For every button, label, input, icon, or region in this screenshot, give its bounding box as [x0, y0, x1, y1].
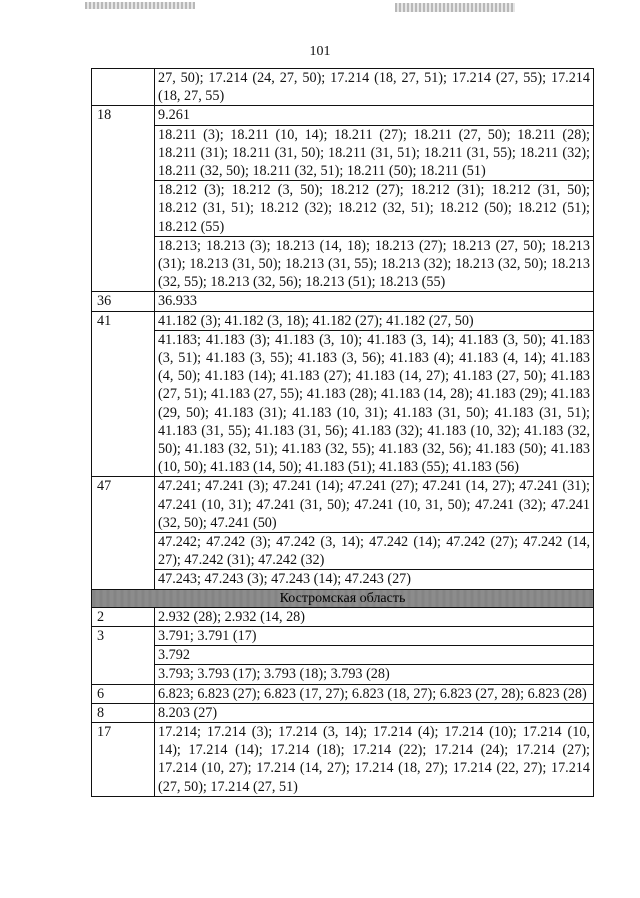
classification-table: [91, 68, 594, 797]
table-row: [92, 236, 594, 292]
table-row: [92, 106, 594, 125]
table-row: [92, 665, 594, 684]
activity-codes-cell: 3.791; 3.791 (17): [155, 626, 594, 645]
table-row: [92, 646, 594, 665]
activity-codes-cell: 3.793; 3.793 (17); 3.793 (18); 3.793 (28): [155, 665, 594, 684]
class-code-cell: [92, 69, 155, 106]
activity-codes-cell: 2.932 (28); 2.932 (14, 28): [155, 607, 594, 626]
table-row: [92, 125, 594, 181]
activity-codes-cell: 17.214; 17.214 (3); 17.214 (3, 14); 17.214 (4); 17.214 (10); 17.214 (10, 14); 17.214 (14); 17.214 (18); 17.214 (22); 17.214 (24); 17.214 (27); 17.214 (10, 27); 17.214 (14, 27); 17.214 (18, 27); 17.214 (22, 27); 17.214 (27, 50); 17.214 (27, 51): [155, 722, 594, 796]
activity-codes-cell: 3.792: [155, 646, 594, 665]
scan-artifact: [85, 2, 195, 9]
class-code-cell: 36: [92, 292, 155, 311]
table-row: [92, 570, 594, 589]
table-row: [92, 292, 594, 311]
activity-codes-cell: 47.241; 47.241 (3); 47.241 (14); 47.241 (27); 47.241 (14, 27); 47.241 (31); 47.241 (10, 31); 47.241 (31, 50); 47.241 (10, 31, 50); 47.241 (32); 47.241 (32, 50); 47.241 (50): [155, 477, 594, 533]
activity-codes-cell: 18.211 (3); 18.211 (10, 14); 18.211 (27); 18.211 (27, 50); 18.211 (28); 18.211 (31); 18.211 (31, 50); 18.211 (31, 51); 18.211 (31, 55); 18.211 (32); 18.211 (32, 50); 18.211 (32, 51); 18.211 (50); 18.211 (51): [155, 125, 594, 181]
table-row: [92, 722, 594, 796]
activity-codes-cell: 9.261: [155, 106, 594, 125]
activity-codes-cell: 36.933: [155, 292, 594, 311]
activity-codes-cell: 47.243; 47.243 (3); 47.243 (14); 47.243 (27): [155, 570, 594, 589]
activity-codes-cell: 18.212 (3); 18.212 (3, 50); 18.212 (27); 18.212 (31); 18.212 (31, 50); 18.212 (31, 51); 18.212 (32); 18.212 (32, 51); 18.212 (50); 18.212 (51); 18.212 (55): [155, 181, 594, 237]
region-header-row: [92, 589, 594, 607]
table-row: [92, 607, 594, 626]
class-code-cell: 17: [92, 722, 155, 796]
table-row: [92, 311, 594, 330]
activity-codes-cell: 18.213; 18.213 (3); 18.213 (14, 18); 18.213 (27); 18.213 (27, 50); 18.213 (31); 18.213 (31, 50); 18.213 (31, 55); 18.213 (32); 18.213 (32, 50); 18.213 (32, 55); 18.213 (32, 56); 18.213 (51); 18.213 (55): [155, 236, 594, 292]
activity-codes-cell: 27, 50); 17.214 (24, 27, 50); 17.214 (18, 27, 51); 17.214 (27, 55); 17.214 (18, 27, 55): [155, 69, 594, 106]
table-row: [92, 684, 594, 703]
class-code-cell: 8: [92, 703, 155, 722]
activity-codes-cell: 47.242; 47.242 (3); 47.242 (3, 14); 47.242 (14); 47.242 (27); 47.242 (14, 27); 47.242 (31); 47.242 (32): [155, 533, 594, 570]
class-code-cell: 18: [92, 106, 155, 292]
table-row: [92, 330, 594, 477]
table-row: [92, 533, 594, 570]
table-row: [92, 69, 594, 106]
class-code-cell: 47: [92, 477, 155, 589]
activity-codes-cell: 41.183; 41.183 (3); 41.183 (3, 10); 41.183 (3, 14); 41.183 (3, 50); 41.183 (3, 51); 41.183 (3, 55); 41.183 (3, 56); 41.183 (4); 41.183 (4, 14); 41.183 (4, 50); 41.183 (14); 41.183 (27); 41.183 (14, 27); 41.183 (27, 50); 41.183 (27, 51); 41.183 (27, 55); 41.183 (28); 41.183 (14, 28); 41.183 (29); 41.183 (29, 50); 41.183 (31); 41.183 (10, 31); 41.183 (31, 50); 41.183 (31, 51); 41.183 (31, 55); 41.183 (31, 56); 41.183 (32); 41.183 (10, 32); 41.183 (32, 50); 41.183 (32, 51); 41.183 (32, 55); 41.183 (32, 56); 41.183 (50); 41.183 (10, 50); 41.183 (14, 50); 41.183 (51); 41.183 (55); 41.183 (56): [155, 330, 594, 477]
activity-codes-cell: 41.182 (3); 41.182 (3, 18); 41.182 (27); 41.182 (27, 50): [155, 311, 594, 330]
class-code-cell: 2: [92, 607, 155, 626]
table-row: [92, 181, 594, 237]
scan-artifact: [395, 3, 515, 12]
class-code-cell: 6: [92, 684, 155, 703]
table-row: [92, 626, 594, 645]
page-number: 101: [309, 44, 331, 59]
table-row: [92, 703, 594, 722]
activity-codes-cell: 8.203 (27): [155, 703, 594, 722]
activity-codes-cell: 6.823; 6.823 (27); 6.823 (17, 27); 6.823 (18, 27); 6.823 (27, 28); 6.823 (28): [155, 684, 594, 703]
table-row: [92, 477, 594, 533]
class-code-cell: 3: [92, 626, 155, 684]
region-title: Костромская область: [92, 589, 594, 607]
class-code-cell: 41: [92, 311, 155, 477]
